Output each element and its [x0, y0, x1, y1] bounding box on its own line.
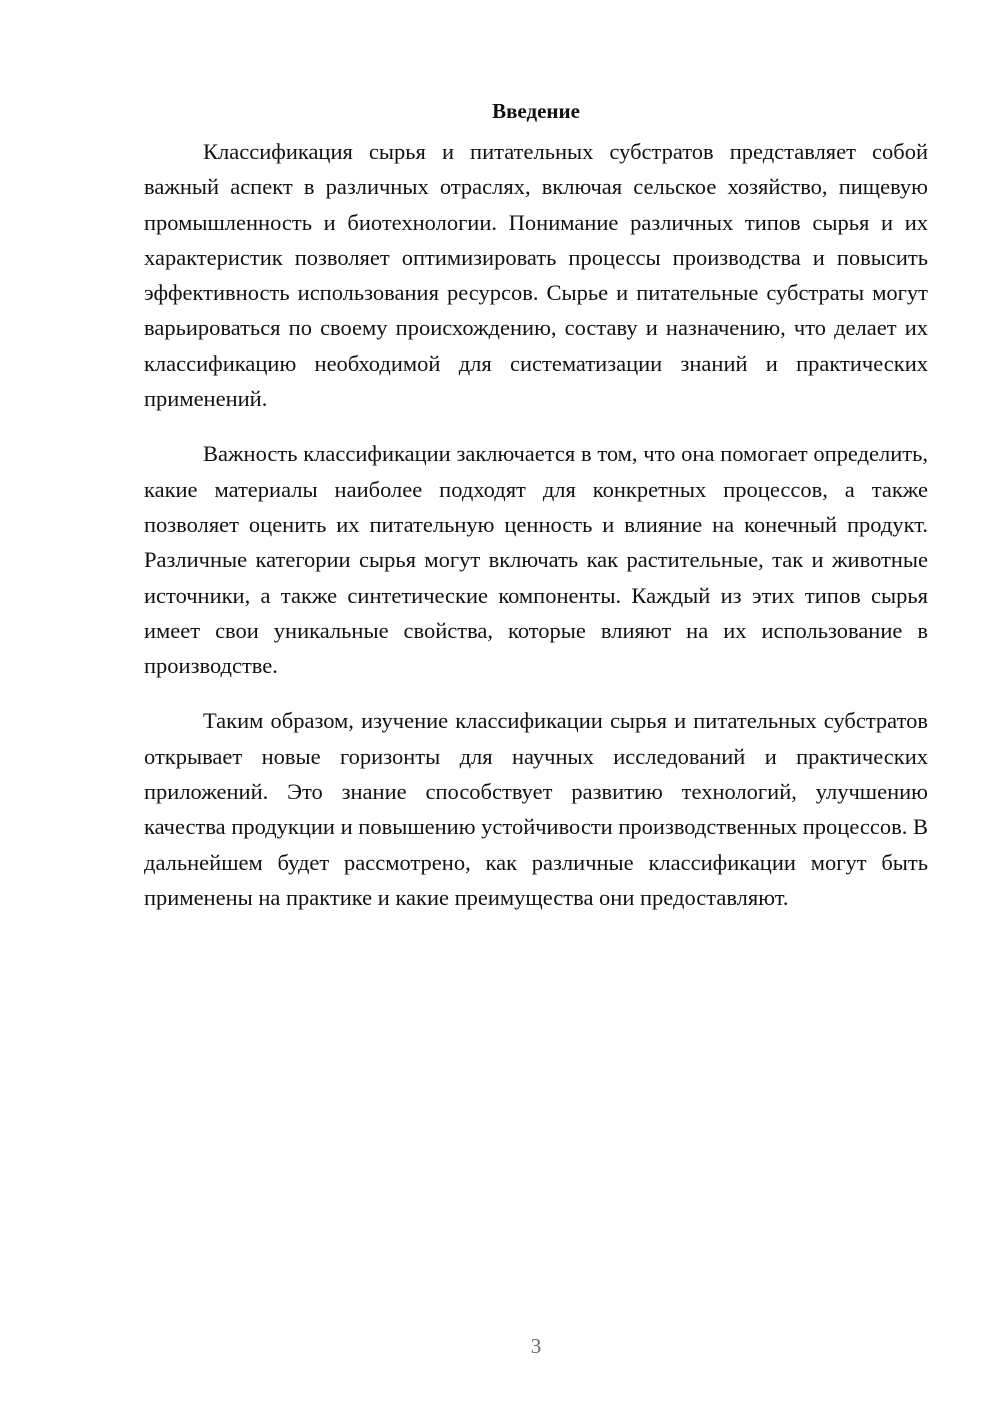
page-content — [144, 96, 928, 935]
paragraph-2: Важность классификации заключается в том, что она помогает определить, какие материалы наиболее подходят для конкретных процессов, а также позволяет оценить их питательную ценность и влияние на конечный продукт. Различные категории сырья могут включать как растительные, так и животные источники, а также синтетические компоненты. Каждый из этих типов сырья имеет свои уникальные свойства, которые влияют на их использование в производстве. — [144, 441, 928, 679]
paragraph-3: Таким образом, изучение классификации сырья и питательных субстратов открывает новые горизонты для научных исследований и практических приложений. Это знание способствует развитию технологий, улучшению качества продукции и повышению устойчивости производственных процессов. В дальнейшем будет рассмотрено, как различные классификации могут быть применены на практике и какие преимущества они предоставляют. — [144, 708, 928, 910]
section-title: Введение — [492, 99, 580, 123]
page-number: 3 — [530, 1334, 542, 1358]
paragraph-1: Классификация сырья и питательных субстратов представляет собой важный аспект в различных отраслях, включая сельское хозяйство, пищевую промышленность и биотехнологии. Понимание различных типов сырья и их характеристик позволяет оптимизировать процессы производства и повысить эффективность использования ресурсов. Сырье и питательные субстраты могут варьироваться по своему происхождению, составу и назначению, что делает их классификацию необходимой для систематизации знаний и практических применений. — [144, 139, 928, 412]
